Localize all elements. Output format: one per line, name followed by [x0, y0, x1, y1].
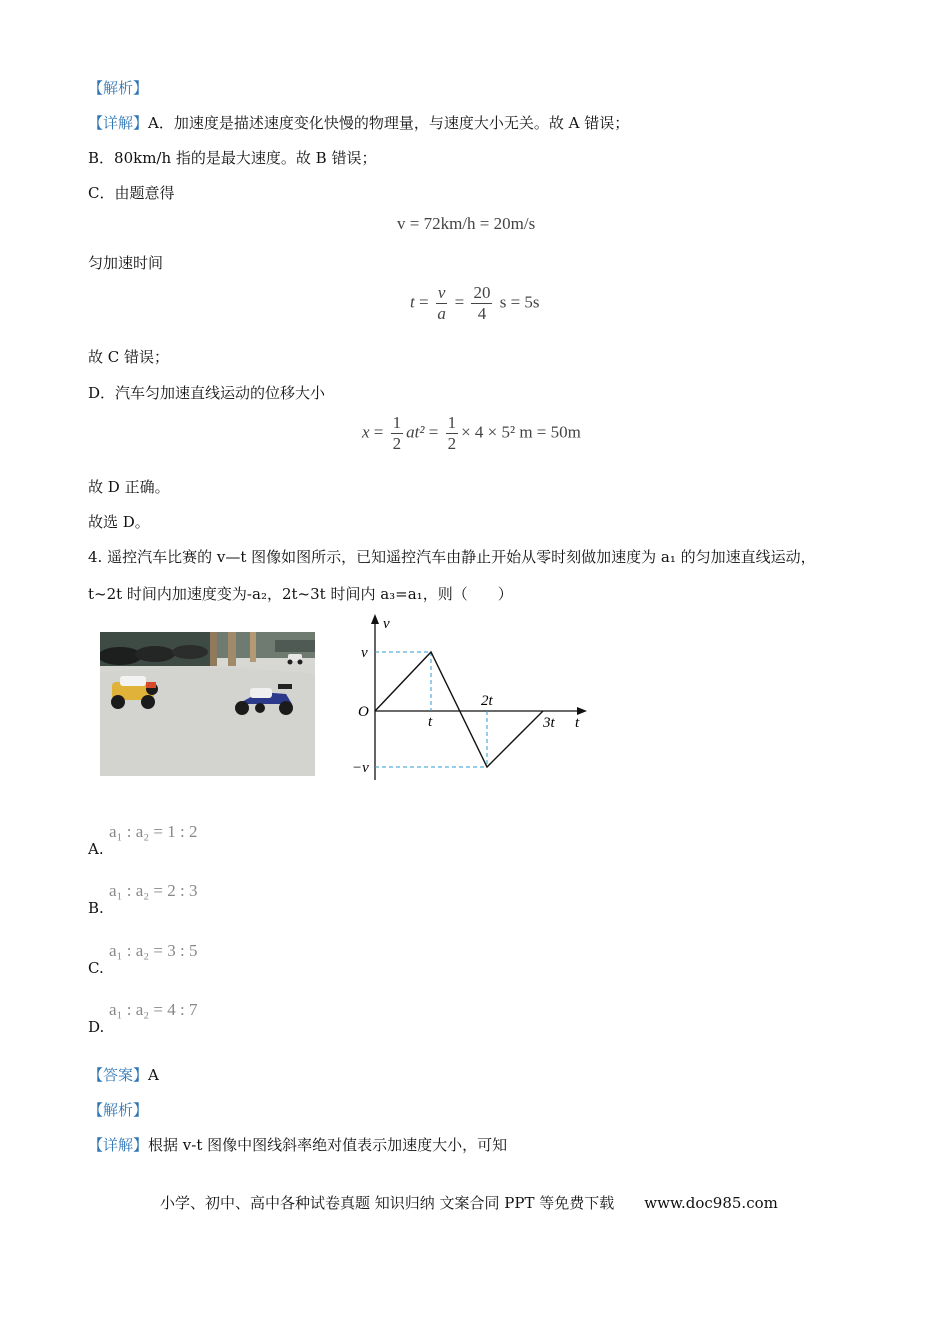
- option-d-label: D.: [88, 1018, 105, 1036]
- x-axis-label: t: [575, 715, 580, 731]
- q3-line-d: D．汽车匀加速直线运动的位移大小: [88, 384, 326, 402]
- eq3-num-a: 1: [392, 413, 402, 432]
- detail-line-a: [88, 112, 629, 133]
- detail-line-q4: [88, 1134, 507, 1155]
- eq2-den1: a: [437, 304, 446, 323]
- equation-velocity: v = 72km/h = 20m/s: [397, 214, 536, 233]
- rc-car-race-photo: [100, 632, 315, 776]
- v-top-label: v: [361, 645, 368, 661]
- fraction-v-over-a: [436, 283, 448, 324]
- vt-graph-svg: [345, 612, 590, 787]
- equation-time: t = $\frac{v}{a}$ = $\frac{20}{4}$ s = 5s: [410, 283, 540, 323]
- eq2-num1: v: [437, 283, 446, 302]
- q3-line-c-wrong: 故 C 错误；: [88, 348, 170, 366]
- q3-line-d-right: 故 D 正确。: [88, 478, 170, 496]
- q3-line-c: C．由题意得: [88, 184, 175, 202]
- y-axis-label: v: [383, 616, 390, 632]
- y-axis-arrow-icon: [371, 614, 379, 624]
- origin-label: O: [358, 704, 369, 720]
- t1-label: t: [428, 714, 433, 730]
- eq3-num-b: 1: [447, 413, 457, 432]
- detail-tag-2: 【详解】: [88, 1136, 149, 1154]
- eq3-den-a: 2: [392, 434, 402, 453]
- eq2-den2: 4: [477, 304, 487, 323]
- t2-label: 2t: [481, 693, 493, 709]
- equation-displacement: x = $\frac{1}{2}$ at² = $\frac{1}{2}$ × 4 × 5² m = 50m: [362, 413, 581, 453]
- page-footer: 小学、初中、高中各种试卷真题 知识归纳 文案合同 PPT 等免费下载 www.doc985.com: [160, 1194, 778, 1212]
- q4-stem-line2: t~2t 时间内加速度变为-a₂，2t~3t 时间内 a₃=a₁，则（ ）: [88, 585, 513, 603]
- fraction-half-b: [446, 413, 459, 454]
- answer-value: A: [148, 1066, 159, 1084]
- v-bottom-label: −v: [352, 760, 369, 776]
- eq2-rhs: s = 5s: [499, 292, 540, 312]
- option-c-ratio: a₁ : a₂ = 3 : 5: [109, 941, 198, 960]
- analysis-tag-2: 【解析】: [88, 1101, 149, 1119]
- eq2-lhs: t: [410, 292, 415, 312]
- x-axis-arrow-icon: [577, 707, 587, 715]
- t3-label: 3t: [543, 715, 555, 731]
- option-d-ratio: a₁ : a₂ = 4 : 7: [109, 1000, 198, 1019]
- q3-line-time: 匀加速时间: [88, 254, 164, 272]
- option-b-ratio: a₁ : a₂ = 2 : 3: [109, 881, 198, 900]
- option-c-label: C.: [88, 959, 104, 977]
- option-a-label: A.: [88, 840, 104, 858]
- eq2-num2: 20: [473, 283, 491, 302]
- rc-car-photo-illustration: [100, 632, 315, 776]
- q3-line-a: A．加速度是描述速度变化快慢的物理量，与速度大小无关。故 A 错误；: [148, 114, 630, 132]
- eq3-term: at²: [406, 422, 425, 442]
- q3-choose: 故选 D。: [88, 513, 150, 531]
- vt-graph: [345, 612, 590, 787]
- answer-tag: 【答案】: [88, 1066, 149, 1084]
- option-a-ratio: a₁ : a₂ = 1 : 2: [109, 822, 198, 841]
- q3-line-b: B．80km/h 指的是最大速度。故 B 错误；: [88, 149, 377, 167]
- option-b-label: B.: [88, 899, 104, 917]
- fraction-20-over-4: [471, 283, 492, 324]
- eq3-lhs: x: [362, 422, 370, 442]
- vt-line: [375, 652, 543, 767]
- q4-stem-line1: 4. 遥控汽车比赛的 v—t 图像如图所示，已知遥控汽车由静止开始从零时刻做加速度为 a₁ 的匀加速直线运动，: [88, 548, 816, 566]
- analysis-tag: 【解析】: [88, 79, 149, 97]
- fraction-half-a: [391, 413, 404, 454]
- eq3-mid: × 4 × 5² m = 50m: [461, 422, 581, 442]
- answer-line: [88, 1064, 159, 1085]
- detail-tag: 【详解】: [88, 114, 149, 132]
- eq3-den-b: 2: [447, 434, 457, 453]
- q4-detail-text: 根据 v-t 图像中图线斜率绝对值表示加速度大小，可知: [148, 1136, 508, 1154]
